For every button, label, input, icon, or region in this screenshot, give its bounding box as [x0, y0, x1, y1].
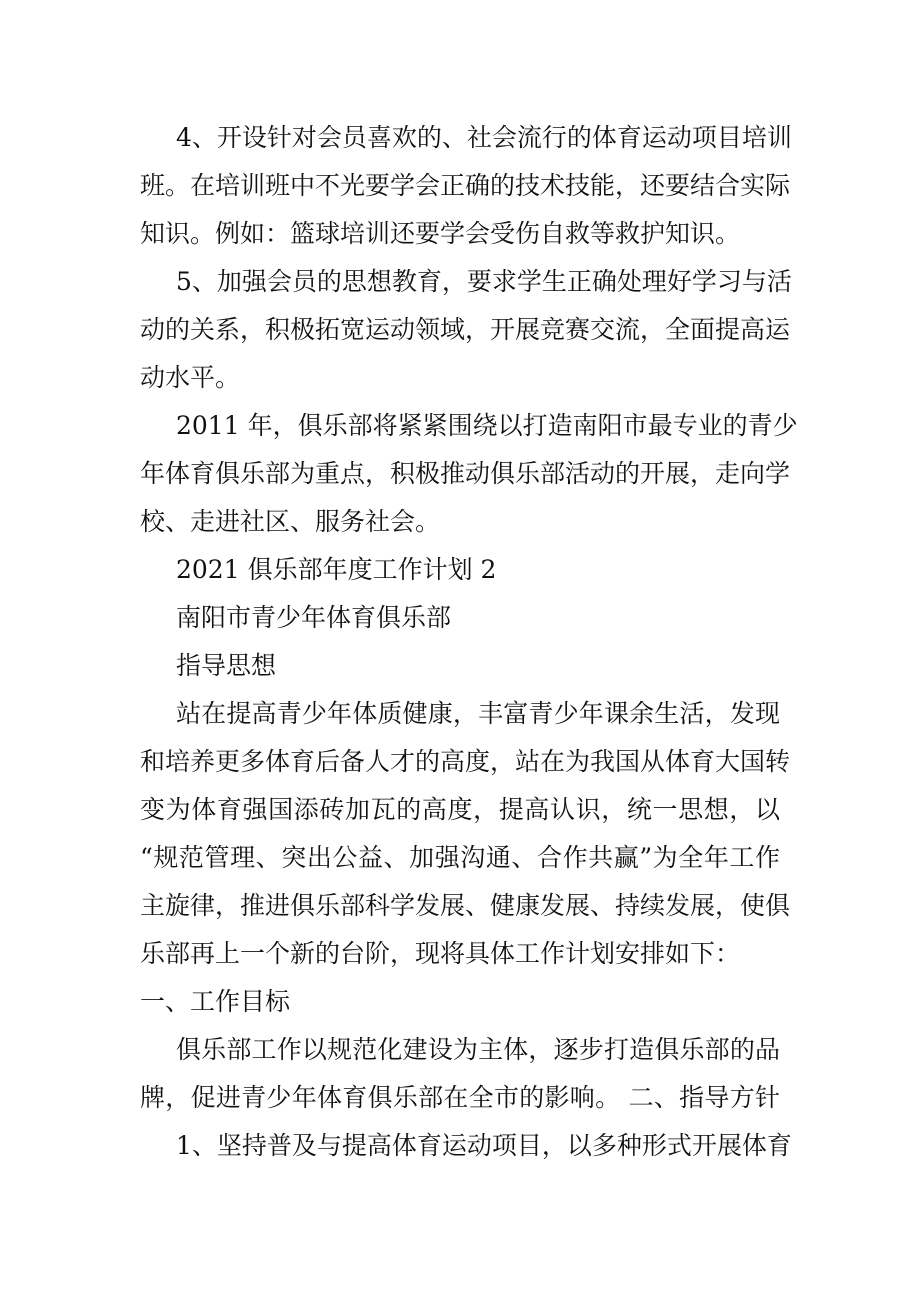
paragraph-line: 动水平。 — [140, 363, 241, 392]
paragraph-line: “规范管理、突出公益、加强沟通、合作共赢”为全年工作 — [140, 843, 780, 872]
paragraph-line: 牌，促进青少年体育俱乐部在全市的影响。 二、指导方针 — [140, 1083, 780, 1112]
section-heading: 一、工作目标 — [140, 987, 291, 1016]
paragraph-line: 知识。例如：篮球培训还要学会受伤自救等救护知识。 — [140, 219, 741, 248]
paragraph-line: 年体育俱乐部为重点，积极推动俱乐部活动的开展，走向学 — [140, 459, 791, 488]
paragraph-line: 4、开设针对会员喜欢的、社会流行的体育运动项目培训 — [176, 123, 792, 152]
paragraph-line: 班。在培训班中不光要学会正确的技术技能，还要结合实际 — [140, 171, 791, 200]
paragraph-line: 乐部再上一个新的台阶，现将具体工作计划安排如下： — [140, 939, 741, 968]
paragraph-line: 动的关系，积极拓宽运动领域，开展竞赛交流，全面提高运 — [140, 315, 791, 344]
section-heading: 2021 俱乐部年度工作计划 2 — [176, 555, 497, 584]
paragraph-line: 校、走进社区、服务社会。 — [140, 507, 441, 536]
section-heading: 指导思想 — [176, 651, 277, 680]
paragraph-line: 俱乐部工作以规范化建设为主体，逐步打造俱乐部的品 — [176, 1035, 780, 1064]
paragraph-line: 站在提高青少年体质健康，丰富青少年课余生活，发现 — [176, 699, 780, 728]
paragraph-line: 变为体育强国添砖加瓦的高度，提高认识，统一思想，以 — [140, 795, 780, 824]
paragraph-line: 主旋律，推进俱乐部科学发展、健康发展、持续发展，使俱 — [140, 891, 791, 920]
paragraph-line: 2011 年，俱乐部将紧紧围绕以打造南阳市最专业的青少 — [176, 411, 798, 440]
organization-name: 南阳市青少年体育俱乐部 — [176, 603, 452, 632]
paragraph-line: 5、加强会员的思想教育，要求学生正确处理好学习与活 — [176, 267, 792, 296]
paragraph-line: 1、坚持普及与提高体育运动项目，以多种形式开展体育 — [176, 1131, 792, 1160]
paragraph-line: 和培养更多体育后备人才的高度，站在为我国从体育大国转 — [140, 747, 791, 776]
